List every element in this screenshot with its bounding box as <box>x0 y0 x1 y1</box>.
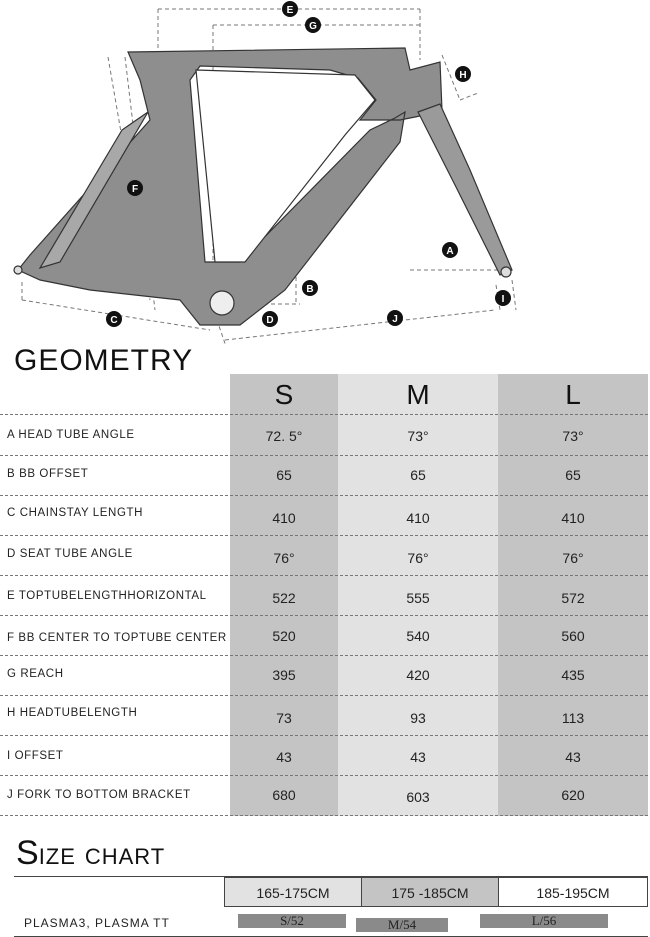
divider <box>0 414 648 415</box>
cell-s: 395 <box>272 667 296 683</box>
row-label-bb-offset: B BB OFFSET <box>7 468 89 480</box>
bike-frame <box>14 48 512 325</box>
height-range-l: 185-195CM <box>498 877 648 907</box>
marker-J <box>387 310 403 326</box>
cell-l: 620 <box>561 787 585 803</box>
cell-s: 72. 5° <box>265 428 303 444</box>
svg-text:J: J <box>392 314 398 325</box>
size-bar-m: M/54 <box>356 918 448 932</box>
row-label-head-tube-length: H HEADTUBELENGTH <box>7 707 138 719</box>
marker-I <box>495 290 511 306</box>
geometry-title: GEOMETRY <box>14 344 194 377</box>
divider <box>0 575 648 576</box>
cell-l: 113 <box>561 710 585 726</box>
cell-m: 540 <box>406 628 430 644</box>
marker-A <box>442 242 458 258</box>
cell-s: 680 <box>272 787 296 803</box>
cell-s: 65 <box>276 467 292 483</box>
divider <box>0 735 648 736</box>
row-label-seat-tube-angle: D SEAT TUBE ANGLE <box>7 548 133 560</box>
cell-s: 520 <box>272 628 296 644</box>
marker-G <box>305 17 321 33</box>
cell-m: 43 <box>410 749 426 765</box>
svg-text:F: F <box>131 184 139 195</box>
cell-l: 560 <box>561 628 585 644</box>
divider <box>0 455 648 456</box>
marker-C <box>106 311 122 327</box>
cell-l: 65 <box>565 467 581 483</box>
svg-text:I: I <box>501 294 505 305</box>
row-label-offset: I OFFSET <box>7 750 64 762</box>
cell-l: 435 <box>561 667 585 683</box>
divider <box>0 655 648 656</box>
size-chart-title-initial: S <box>16 834 39 872</box>
cell-s: 43 <box>276 749 292 765</box>
frame-geometry-diagram <box>0 0 650 345</box>
row-label-chainstay-length: C CHAINSTAY LENGTH <box>7 507 144 519</box>
height-range-m: 175 -185CM <box>361 877 499 907</box>
row-label-head-tube-angle: A HEAD TUBE ANGLE <box>7 429 135 441</box>
cell-m: 603 <box>406 789 430 805</box>
cell-s: 410 <box>272 510 296 526</box>
cell-m: 65 <box>410 467 426 483</box>
size-header-s: S <box>274 379 294 410</box>
cell-m: 73° <box>407 428 429 444</box>
cell-l: 410 <box>561 510 585 526</box>
size-chart-title-rest: IZE <box>38 844 76 869</box>
size-chart-title <box>16 834 165 873</box>
divider <box>0 615 648 616</box>
divider <box>0 495 648 496</box>
row-label-top-tube-length: E TOPTUBELENGTHHORIZONTAL <box>7 590 207 602</box>
size-header-l: L <box>565 379 581 410</box>
divider <box>0 535 648 536</box>
cell-s: 522 <box>272 590 296 606</box>
cell-m: 420 <box>406 667 430 683</box>
svg-text:G: G <box>309 21 317 32</box>
size-bar-s: S/52 <box>238 914 346 928</box>
row-label-fork-to-bb: J FORK TO BOTTOM BRACKET <box>7 789 191 801</box>
size-bar-l: L/56 <box>480 914 608 928</box>
svg-text:H: H <box>459 70 467 81</box>
cell-m: 76° <box>407 550 429 566</box>
cell-m: 93 <box>410 710 426 726</box>
marker-F <box>127 180 143 196</box>
cell-l: 76° <box>562 550 584 566</box>
cell-s: 76° <box>273 550 295 566</box>
marker-D <box>262 311 278 327</box>
cell-m: 410 <box>406 510 430 526</box>
cell-m: 555 <box>406 590 430 606</box>
svg-text:C: C <box>110 315 118 326</box>
cell-l: 43 <box>565 749 581 765</box>
row-label-reach: G REACH <box>7 668 64 680</box>
marker-H <box>455 66 471 82</box>
divider <box>0 815 648 816</box>
model-name: PLASMA3, PLASMA TT <box>24 916 170 930</box>
size-header-m: M <box>406 379 430 410</box>
divider <box>0 695 648 696</box>
cell-s: 73 <box>276 710 292 726</box>
cell-l: 572 <box>561 590 585 606</box>
size-chart-title-word: CHART <box>84 844 166 869</box>
cell-l: 73° <box>562 428 584 444</box>
svg-text:E: E <box>286 5 294 16</box>
marker-E <box>282 1 298 17</box>
svg-text:B: B <box>306 284 314 295</box>
row-label-bb-to-toptube: F BB CENTER TO TOPTUBE CENTER <box>7 632 227 644</box>
marker-B <box>302 280 318 296</box>
svg-text:D: D <box>266 315 274 326</box>
height-range-s: 165-175CM <box>224 877 362 907</box>
svg-text:A: A <box>446 246 454 257</box>
divider <box>0 775 648 776</box>
